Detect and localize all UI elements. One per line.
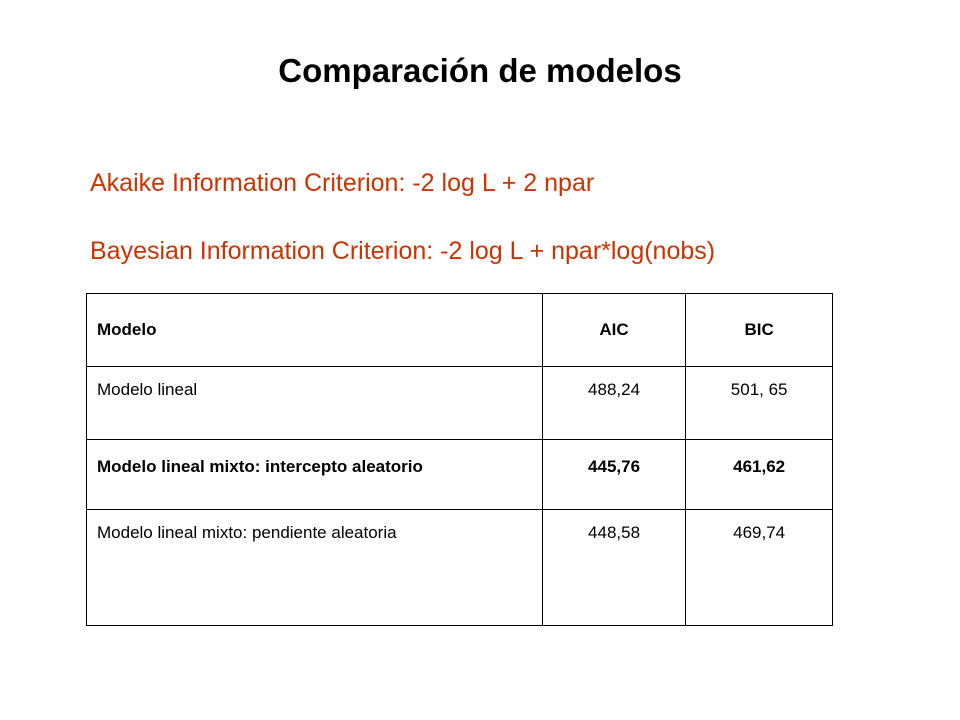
cell-aic: 448,58 [542, 510, 686, 626]
aic-formula: Akaike Information Criterion: -2 log L + 2 npar [90, 169, 595, 197]
table-row [87, 440, 833, 510]
cell-model: Modelo lineal mixto: pendiente aleatoria [87, 510, 543, 626]
table-header-row [87, 294, 833, 367]
cell-bic: 501, 65 [686, 367, 833, 440]
header-modelo: Modelo [87, 294, 543, 367]
cell-model: Modelo lineal [87, 367, 543, 440]
model-comparison-table [86, 293, 833, 626]
cell-model: Modelo lineal mixto: intercepto aleatorio [87, 440, 543, 510]
cell-bic: 469,74 [686, 510, 833, 626]
bic-formula: Bayesian Information Criterion: -2 log L + npar*log(nobs) [90, 237, 716, 265]
header-bic: BIC [686, 294, 833, 367]
header-aic: AIC [542, 294, 686, 367]
table-row [87, 510, 833, 626]
cell-aic: 488,24 [542, 367, 686, 440]
slide-title: Comparación de modelos [278, 52, 682, 89]
cell-bic: 461,62 [686, 440, 833, 510]
cell-aic: 445,76 [542, 440, 686, 510]
table-row [87, 367, 833, 440]
